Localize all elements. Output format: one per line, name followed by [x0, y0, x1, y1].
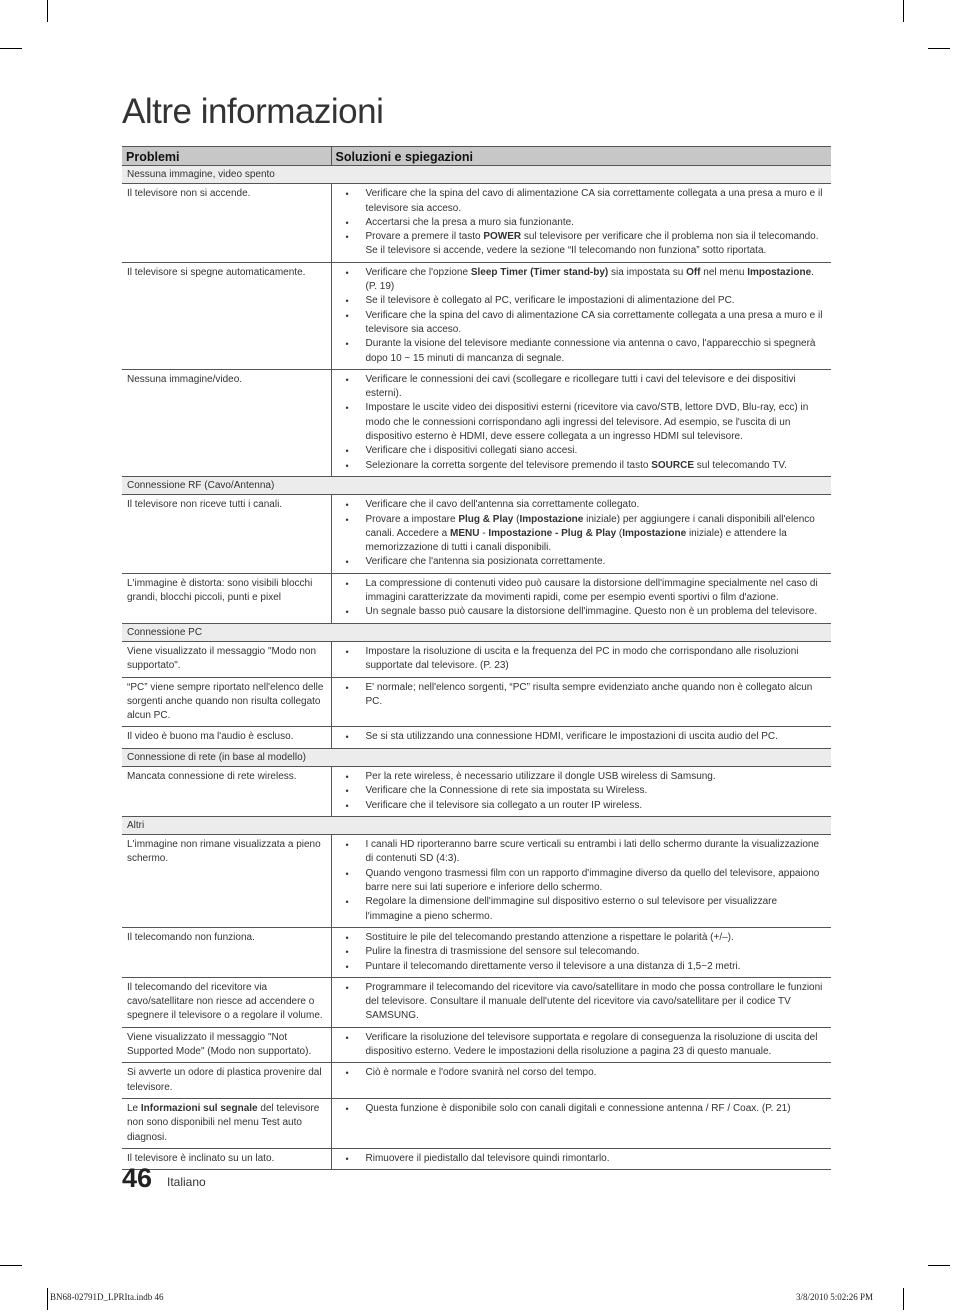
header-problems: Problemi: [122, 147, 331, 166]
list-item: • Quando vengono trasmessi film con un rapporto d'immagine diverso da quello del televisore, appaiono barre nere sui lati superiore e inferiore dello schermo.: [337, 867, 828, 896]
crop-mark: [903, 0, 904, 22]
problem-cell: Mancata connessione di rete wireless.: [122, 766, 331, 816]
list-item: • Durante la visione del televisore mediante connessione via antenna o cavo, l'apparecchio si spegnerà dopo 10 ~ 15 minuti di mancanza di segnale.: [337, 337, 828, 366]
troubleshooting-table: [122, 146, 831, 1170]
table-row: [122, 1027, 831, 1063]
table-row: [122, 573, 831, 623]
solutions-list: [337, 266, 828, 366]
solutions-cell: [331, 1063, 831, 1099]
list-item: • Se il televisore è collegato al PC, verificare le impostazioni di alimentazione del PC.: [337, 294, 828, 308]
table-row: [122, 495, 831, 573]
list-item: • Impostare la risoluzione di uscita e la frequenza del PC in modo che corrispondano alle risoluzioni supportate dal televisore. (P. 23): [337, 645, 828, 674]
page-language: Italiano: [167, 1175, 206, 1189]
list-item: • Verificare le connessioni dei cavi (scollegare e ricollegare tutti i cavi del televisore e dei dispositivi esterni).: [337, 373, 828, 402]
solutions-list: [337, 645, 828, 674]
list-item: • Se si sta utilizzando una connessione HDMI, verificare le impostazioni di uscita audio del PC.: [337, 730, 828, 744]
list-item: • Per la rete wireless, è necessario utilizzare il dongle USB wireless di Samsung.: [337, 770, 828, 784]
crop-mark: [928, 48, 950, 49]
list-item: • Programmare il telecomando del ricevitore via cavo/satellitare in modo che possa controllare le funzioni del televisore. Consultare il manuale dell'utente del ricevitore via cavo/satellitare per il codice TV SAMSUNG.: [337, 981, 828, 1024]
problem-cell: Il televisore è inclinato su un lato.: [122, 1148, 331, 1169]
solutions-list: [337, 681, 828, 710]
section-title: Connessione di rete (in base al modello): [122, 748, 831, 766]
section-title: Nessuna immagine, video spento: [122, 166, 831, 184]
list-item: • Verificare che il televisore sia collegato a un router IP wireless.: [337, 799, 828, 813]
list-item: • Sostituire le pile del telecomando prestando attenzione a rispettare le polarità (+/–).: [337, 931, 828, 945]
solutions-list: [337, 770, 828, 813]
solutions-cell: [331, 727, 831, 748]
solutions-list: [337, 931, 828, 974]
list-item: • Impostare le uscite video dei dispositivi esterni (ricevitore via cavo/STB, lettore DVD, Blu-ray, ecc) in modo che le connessioni corrispondano agli ingressi del televisore. Ad esempio, se l'uscita di un dispositivo esterno è HDMI, deve essere collegata a un ingresso HDMI sul televisore.: [337, 401, 828, 444]
problem-cell: Viene visualizzato il messaggio "Modo non supportato".: [122, 641, 331, 677]
crop-mark: [0, 48, 22, 49]
list-item: • Verificare che l'opzione Sleep Timer (Timer stand-by) sia impostata su Off nel menu Impostazione. (P. 19): [337, 266, 828, 295]
section-row: [122, 623, 831, 641]
problem-cell: L'immagine non rimane visualizzata a pieno schermo.: [122, 835, 331, 928]
list-item: • Accertarsi che la presa a muro sia funzionante.: [337, 216, 828, 230]
header-solutions: Soluzioni e spiegazioni: [331, 147, 831, 166]
table-row: [122, 1098, 831, 1148]
table-header-row: [122, 147, 831, 166]
solutions-cell: [331, 835, 831, 928]
page-number: 46: [122, 1163, 153, 1193]
problem-cell: L'immagine è distorta: sono visibili blocchi grandi, blocchi piccoli, punti e pixel: [122, 573, 331, 623]
problem-cell: Il telecomando non funziona.: [122, 927, 331, 977]
list-item: • Rimuovere il piedistallo dal televisore quindi rimontarlo.: [337, 1152, 828, 1166]
solutions-cell: [331, 977, 831, 1027]
list-item: • Verificare che i dispositivi collegati siano accesi.: [337, 444, 828, 458]
problem-cell: “PC” viene sempre riportato nell'elenco delle sorgenti anche quando non risulta collegato alcun PC.: [122, 677, 331, 727]
section-row: [122, 166, 831, 184]
list-item: • Verificare la risoluzione del televisore supportata e regolare di conseguenza la risoluzione di uscita del dispositivo esterno. Vedere le impostazioni della risoluzione a pagina 23 di questo manuale.: [337, 1031, 828, 1060]
table-row: [122, 641, 831, 677]
page-title: Altre informazioni: [122, 92, 384, 131]
solutions-list: [337, 187, 828, 258]
solutions-cell: [331, 1027, 831, 1063]
list-item: • E' normale; nell'elenco sorgenti, “PC” risulta sempre evidenziato anche quando non è collegato alcun PC.: [337, 681, 828, 710]
solutions-list: [337, 838, 828, 924]
list-item: • Verificare che l'antenna sia posizionata correttamente.: [337, 555, 828, 569]
table-row: [122, 184, 831, 262]
list-item: • Verificare che la spina del cavo di alimentazione CA sia correttamente collegata a una presa a muro e il televisore sia acceso.: [337, 187, 828, 216]
slug-date: 3/8/2010 5:02:26 PM: [796, 1292, 874, 1302]
table-row: [122, 766, 831, 816]
solutions-cell: [331, 184, 831, 262]
list-item: • Verificare che la Connessione di rete sia impostata su Wireless.: [337, 784, 828, 798]
section-row: [122, 748, 831, 766]
solutions-list: [337, 373, 828, 473]
table-row: [122, 262, 831, 369]
table-row: [122, 927, 831, 977]
solutions-list: [337, 1102, 828, 1116]
problem-cell: Il video è buono ma l'audio è escluso.: [122, 727, 331, 748]
problem-cell: Il televisore non riceve tutti i canali.: [122, 495, 331, 573]
list-item: • Provare a premere il tasto POWER sul televisore per verificare che il problema non sia il telecomando. Se il televisore si accende, vedere la sezione “Il telecomando non funziona” sotto riportata.: [337, 230, 828, 259]
solutions-cell: [331, 495, 831, 573]
crop-mark: [47, 1288, 48, 1310]
list-item: • Verificare che la spina del cavo di alimentazione CA sia correttamente collegata a una presa a muro e il televisore sia acceso.: [337, 309, 828, 338]
solutions-list: [337, 1152, 828, 1166]
problem-cell: Viene visualizzato il messaggio "Not Supported Mode" (Modo non supportato).: [122, 1027, 331, 1063]
section-title: Altri: [122, 816, 831, 834]
solutions-list: [337, 730, 828, 744]
table-row: [122, 727, 831, 748]
solutions-cell: [331, 677, 831, 727]
section-row: [122, 816, 831, 834]
table-body: [122, 166, 831, 1170]
solutions-cell: [331, 641, 831, 677]
slug-file: BN68-02791D_LPRIta.indb 46: [50, 1292, 164, 1302]
table-row: [122, 1063, 831, 1099]
solutions-cell: [331, 1148, 831, 1169]
solutions-list: [337, 1031, 828, 1060]
crop-mark: [0, 1265, 22, 1266]
solutions-cell: [331, 369, 831, 476]
list-item: • La compressione di contenuti video può causare la distorsione dell'immagine specialmente nel caso di immagini caratterizzate da movimenti rapidi, come per esempio eventi sportivi o film d'azione.: [337, 577, 828, 606]
list-item: • Regolare la dimensione dell'immagine sul dispositivo esterno o sul televisore per visualizzare l'immagine a pieno schermo.: [337, 895, 828, 924]
problem-cell: Nessuna immagine/video.: [122, 369, 331, 476]
solutions-list: [337, 498, 828, 569]
problem-cell: Le Informazioni sul segnale del televisore non sono disponibili nel menu Test auto diagnosi.: [122, 1098, 331, 1148]
list-item: • Pulire la finestra di trasmissione del sensore sul telecomando.: [337, 945, 828, 959]
section-row: [122, 476, 831, 494]
problem-cell: Il televisore non si accende.: [122, 184, 331, 262]
section-title: Connessione PC: [122, 623, 831, 641]
solutions-cell: [331, 1098, 831, 1148]
table-row: [122, 677, 831, 727]
list-item: • Provare a impostare Plug & Play (Impostazione iniziale) per aggiungere i canali disponibili all'elenco canali. Accedere a MENU - Impostazione - Plug & Play (Impostazione iniziale) e attendere la memorizzazione di tutti i canali disponibili.: [337, 513, 828, 556]
solutions-list: [337, 981, 828, 1024]
table-row: [122, 835, 831, 928]
crop-mark: [928, 1265, 950, 1266]
solutions-cell: [331, 927, 831, 977]
solutions-list: [337, 1066, 828, 1080]
table-row: [122, 977, 831, 1027]
solutions-cell: [331, 573, 831, 623]
section-title: Connessione RF (Cavo/Antenna): [122, 476, 831, 494]
problem-cell: Il televisore si spegne automaticamente.: [122, 262, 331, 369]
list-item: • Verificare che il cavo dell'antenna sia correttamente collegato.: [337, 498, 828, 512]
list-item: • I canali HD riporteranno barre scure verticali su entrambi i lati dello schermo durante la visualizzazione di contenuti SD (4:3).: [337, 838, 828, 867]
solutions-cell: [331, 766, 831, 816]
problem-cell: Il telecomando del ricevitore via cavo/satellitare non riesce ad accendere o spegnere il televisore o a regolare il volume.: [122, 977, 331, 1027]
problem-cell: Si avverte un odore di plastica provenire dal televisore.: [122, 1063, 331, 1099]
list-item: • Selezionare la corretta sorgente del televisore premendo il tasto SOURCE sul telecomando TV.: [337, 459, 828, 473]
table-row: [122, 369, 831, 476]
table-row: [122, 1148, 831, 1169]
list-item: • Puntare il telecomando direttamente verso il televisore a una distanza di 1,5~2 metri.: [337, 960, 828, 974]
solutions-cell: [331, 262, 831, 369]
list-item: • Questa funzione è disponibile solo con canali digitali e connessione antenna / RF / Coax. (P. 21): [337, 1102, 828, 1116]
crop-mark: [903, 1288, 904, 1310]
solutions-list: [337, 577, 828, 620]
list-item: • Un segnale basso può causare la distorsione dell'immagine. Questo non è un problema del televisore.: [337, 605, 828, 619]
list-item: • Ciò è normale e l'odore svanirà nel corso del tempo.: [337, 1066, 828, 1080]
crop-mark: [47, 0, 48, 22]
